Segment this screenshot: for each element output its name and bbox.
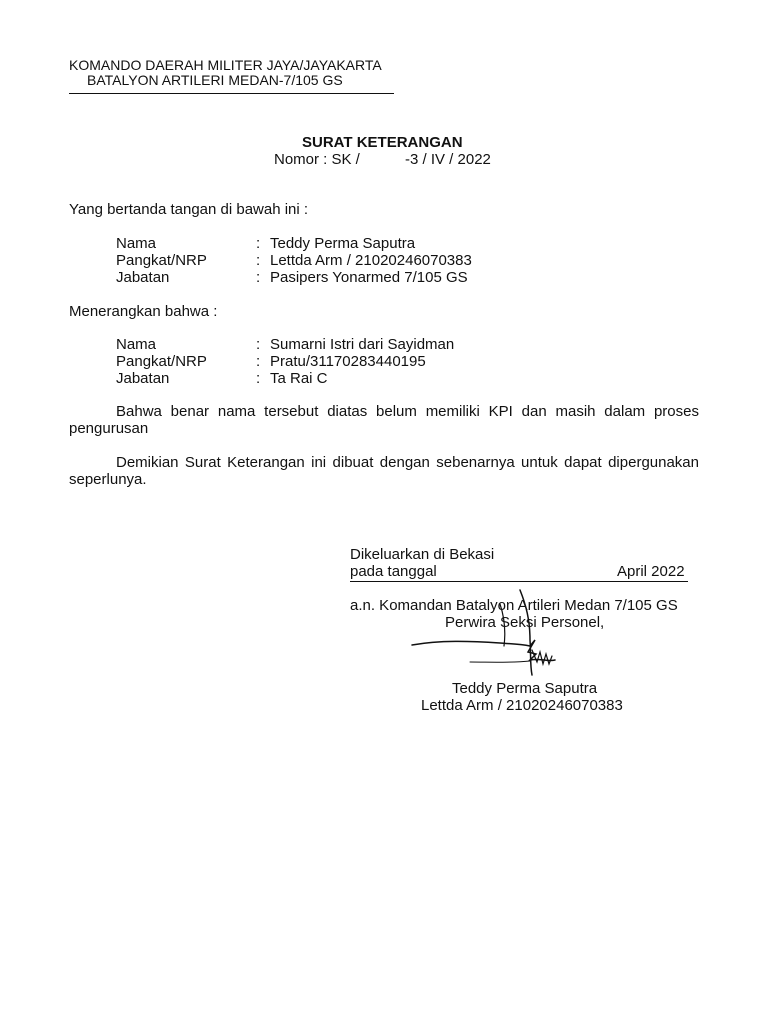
signer-nama-colon: : — [256, 235, 261, 252]
issued-date-value: April 2022 — [617, 563, 685, 580]
signer-pangkat-colon: : — [256, 252, 261, 269]
paragraph-2: Demikian Surat Keterangan ini dibuat dengan sebenarnya untuk dapat dipergunakan seperlunya. — [69, 454, 699, 488]
signer-rank: Lettda Arm / 21020246070383 — [421, 697, 623, 714]
header-line-2: BATALYON ARTILERI MEDAN-7/105 GS — [87, 72, 343, 88]
menerangkan-text: Menerangkan bahwa : — [69, 303, 218, 320]
signer-jabatan-colon: : — [256, 269, 261, 286]
signature-position: Perwira Seksi Personel, — [445, 614, 605, 631]
subject-nama-value: Sumarni Istri dari Sayidman — [270, 336, 455, 353]
signer-jabatan-label: Jabatan — [116, 269, 170, 286]
subject-pangkat-colon: : — [256, 353, 261, 370]
subject-nama-label: Nama — [116, 336, 157, 353]
issued-date-label: pada tanggal — [350, 563, 437, 580]
document-title: SURAT KETERANGAN — [302, 134, 463, 151]
issued-place: Dikeluarkan di Bekasi — [350, 546, 495, 563]
subject-nama-colon: : — [256, 336, 261, 353]
subject-jabatan-label: Jabatan — [116, 370, 170, 387]
signature-on-behalf: a.n. Komandan Batalyon Artileri Medan 7/105 GS — [350, 597, 678, 614]
subject-jabatan-value: Ta Rai C — [270, 370, 328, 387]
intro-text: Yang bertanda tangan di bawah ini : — [69, 201, 309, 218]
signer-jabatan-value: Pasipers Yonarmed 7/105 GS — [270, 269, 468, 286]
signer-pangkat-value: Lettda Arm / 21020246070383 — [270, 252, 472, 269]
signer-name: Teddy Perma Saputra — [452, 680, 598, 697]
nomor-suffix: -3 / IV / 2022 — [405, 151, 491, 168]
header-line-1: KOMANDO DAERAH MILITER JAYA/JAYAKARTA — [69, 57, 382, 73]
signer-pangkat-label: Pangkat/NRP — [116, 252, 207, 269]
signer-nama-label: Nama — [116, 235, 157, 252]
subject-pangkat-value: Pratu/31170283440195 — [270, 353, 426, 370]
paragraph-1: Bahwa benar nama tersebut diatas belum memiliki KPI dan masih dalam proses pengurusan — [69, 403, 699, 437]
subject-pangkat-label: Pangkat/NRP — [116, 353, 207, 370]
nomor-prefix: Nomor : SK / — [274, 151, 360, 168]
subject-jabatan-colon: : — [256, 370, 261, 387]
signer-nama-value: Teddy Perma Saputra — [270, 235, 416, 252]
